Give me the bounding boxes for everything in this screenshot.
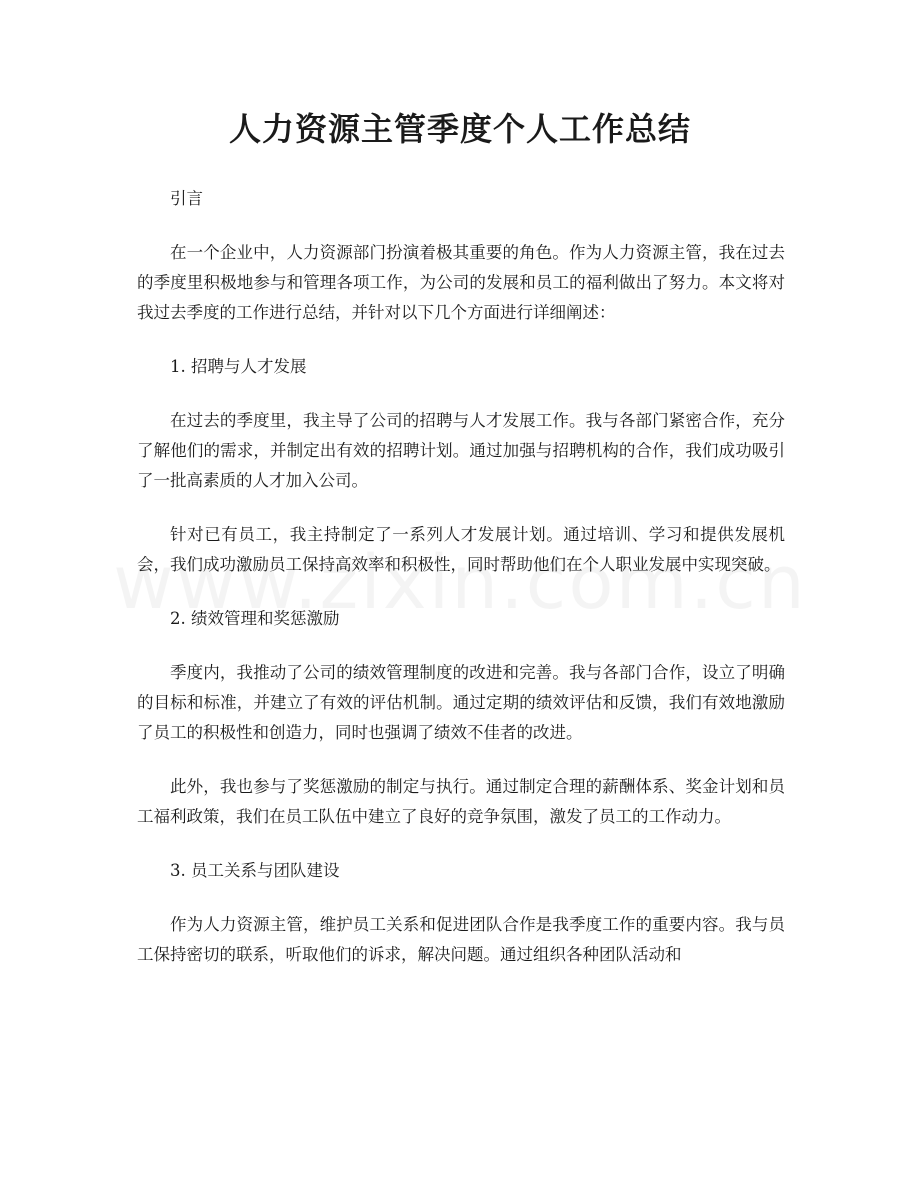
section-heading-intro: 引言 [170, 189, 203, 208]
section-heading-employee-relations: 3. 员工关系与团队建设 [170, 861, 340, 880]
paragraph-employee-relations: 作为人力资源主管，维护员工关系和促进团队合作是我季度工作的重要内容。我与员工保持密切的联系，听取他们的诉求，解决问题。通过组织各种团队活动和 [137, 915, 785, 964]
section-heading-performance: 2. 绩效管理和奖惩激励 [170, 609, 340, 628]
paragraph-performance: 季度内，我推动了公司的绩效管理制度的改进和完善。我与各部门合作，设立了明确的目标和标准，并建立了有效的评估机制。通过定期的绩效评估和反馈，我们有效地激励了员工的积极性和创造力，同时也强调了绩效不佳者的改进。 [137, 663, 785, 742]
document-title: 人力资源主管季度个人工作总结 [228, 110, 691, 148]
paragraph-recruitment: 在过去的季度里，我主导了公司的招聘与人才发展工作。我与各部门紧密合作，充分了解他们的需求，并制定出有效的招聘计划。通过加强与招聘机构的合作，我们成功吸引了一批高素质的人才加入公司。 [137, 411, 785, 490]
paragraph-incentives: 此外，我也参与了奖惩激励的制定与执行。通过制定合理的薪酬体系、奖金计划和员工福利政策，我们在员工队伍中建立了良好的竞争氛围，激发了员工的工作动力。 [137, 777, 785, 826]
document-body [137, 184, 785, 970]
paragraph-talent-development: 针对已有员工，我主持制定了一系列人才发展计划。通过培训、学习和提供发展机会，我们成功激励员工保持高效率和积极性，同时帮助他们在个人职业发展中实现突破。 [137, 525, 785, 574]
section-heading-recruitment: 1. 招聘与人才发展 [170, 357, 307, 376]
paragraph-intro: 在一个企业中，人力资源部门扮演着极其重要的角色。作为人力资源主管，我在过去的季度里积极地参与和管理各项工作，为公司的发展和员工的福利做出了努力。本文将对我过去季度的工作进行总结，并针对以下几个方面进行详细阐述： [137, 243, 785, 322]
